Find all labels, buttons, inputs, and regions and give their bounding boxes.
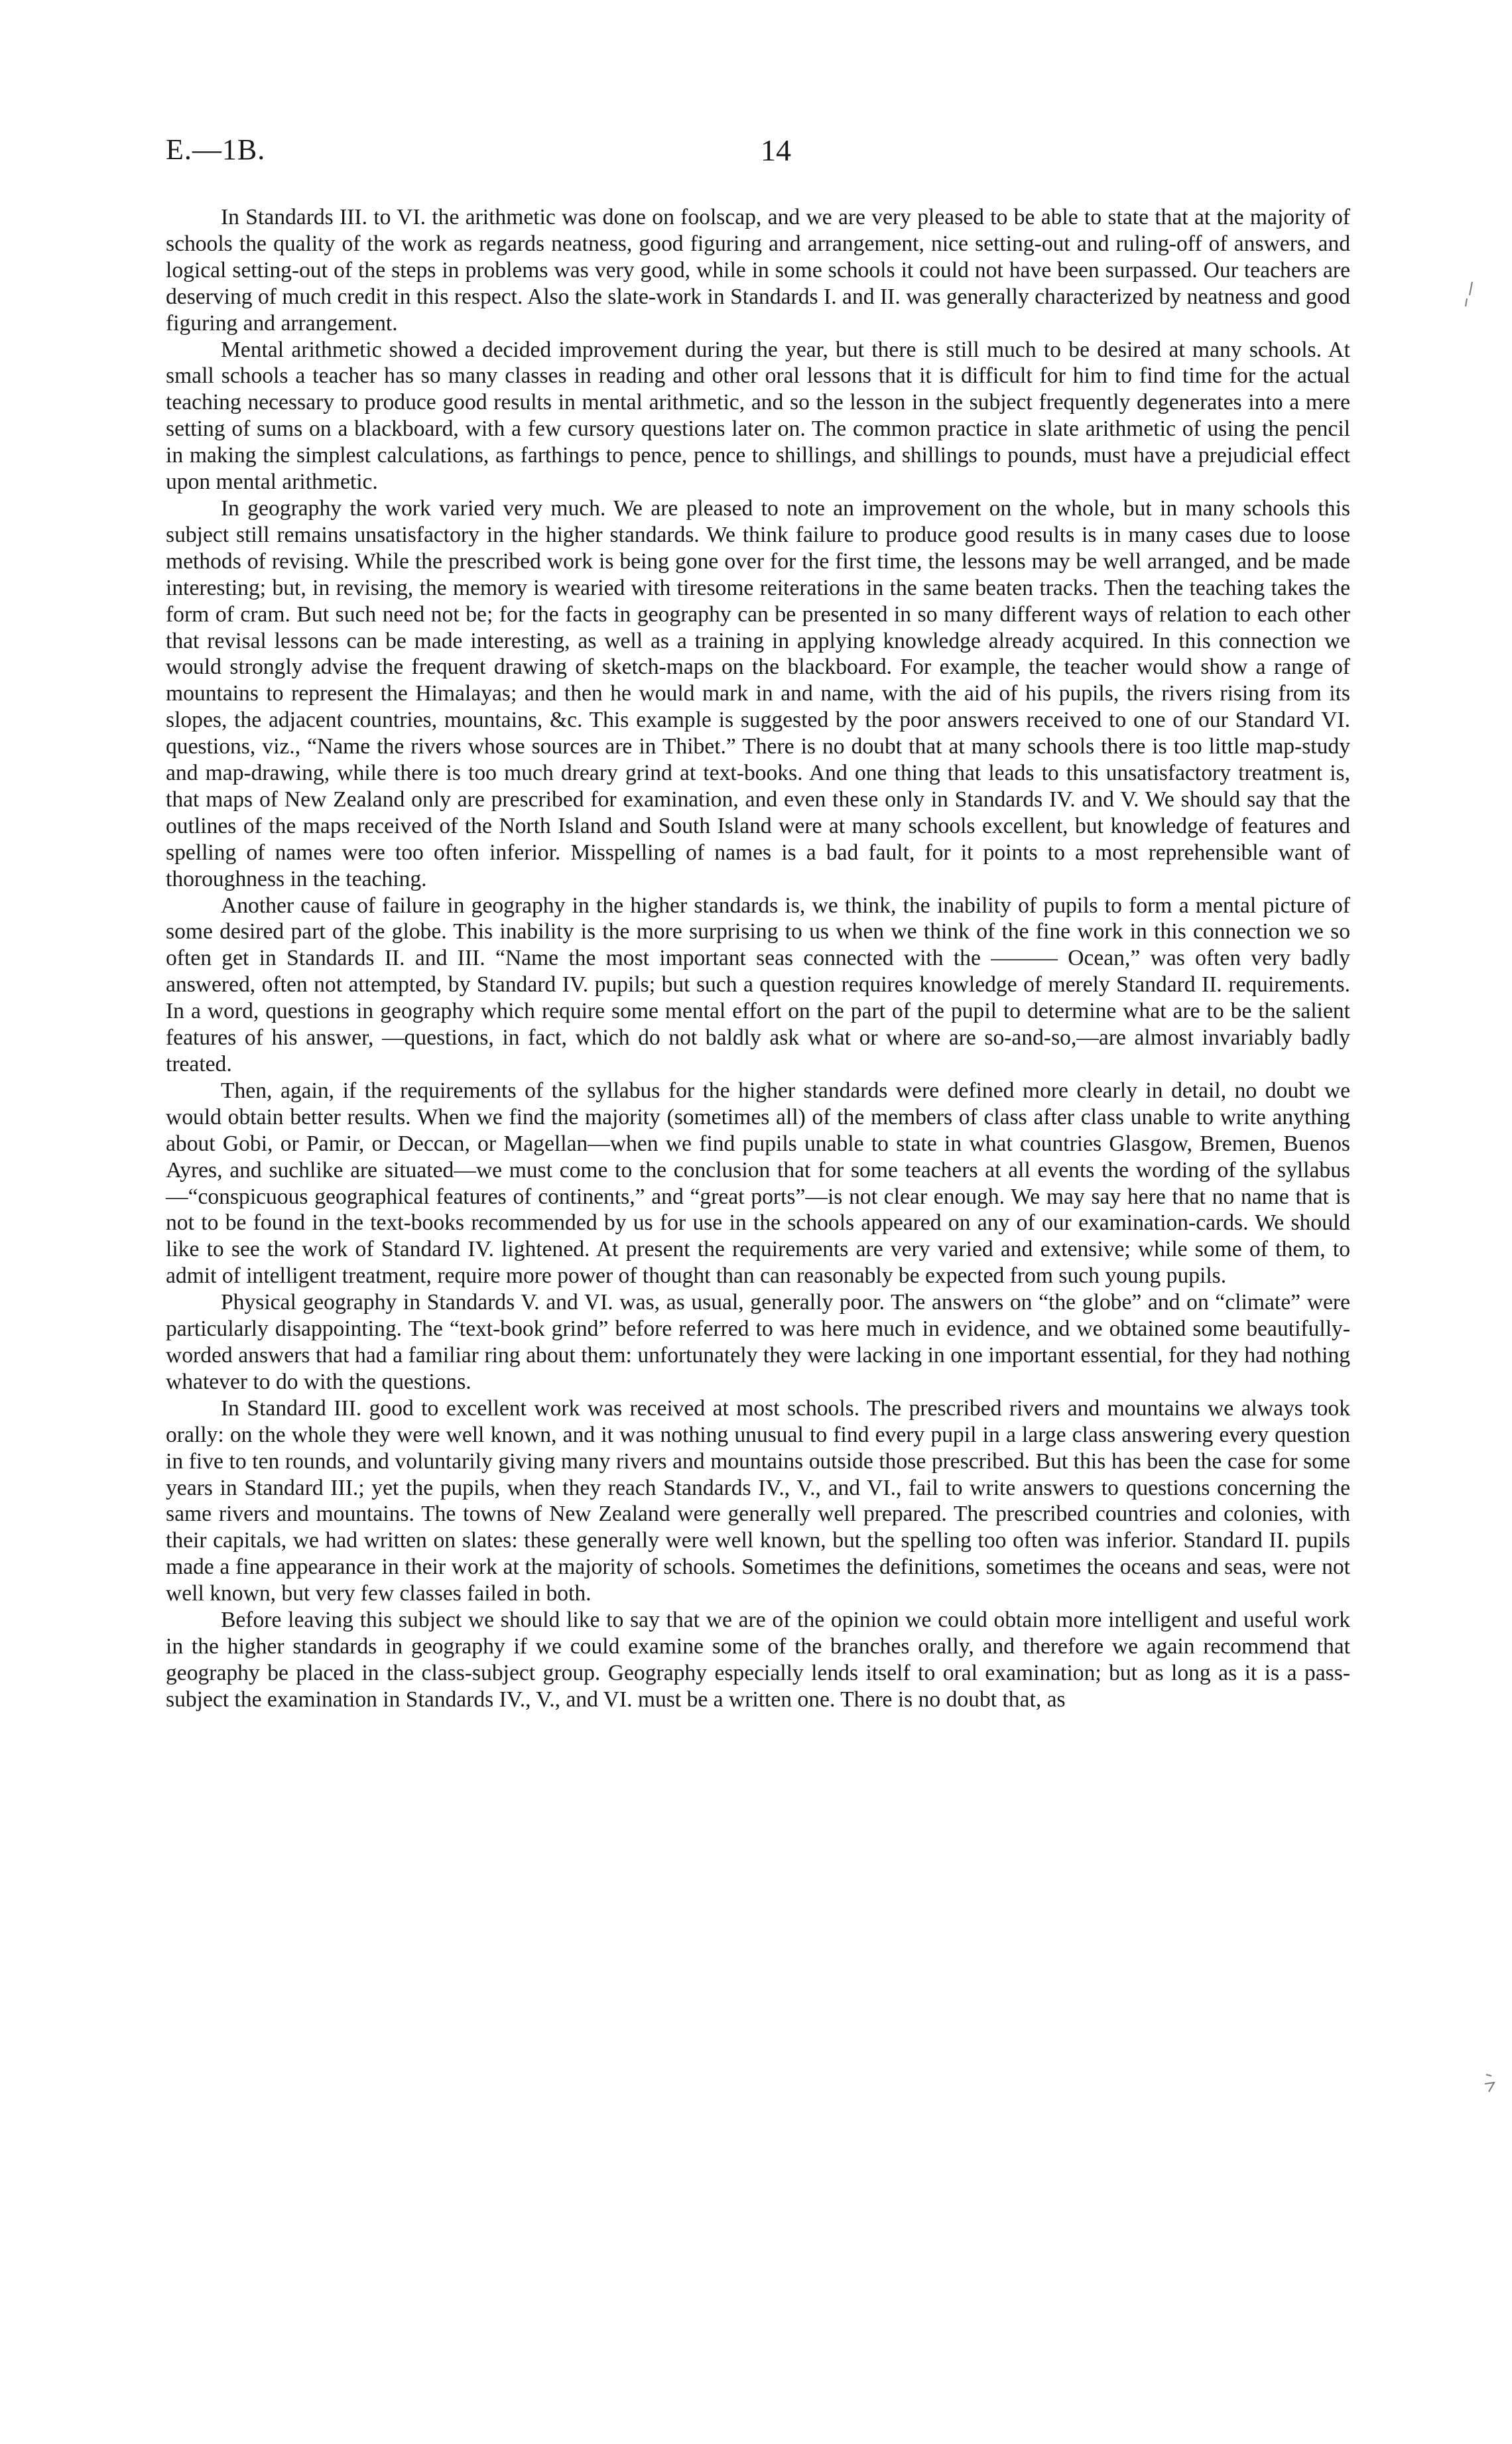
paragraph-physical-geography: Physical geography in Standards V. and VI. was, as usual, generally poor. The answers on “the globe” and on “climate” were particularly disappointing. The “text-book grind” before referred to was here much in evidence, and we obtained some beautifully-worded answers that had a familiar ring about them: unfortunately they were lacking in one important essential, for they had nothing whatever to do with the questions. xyxy=(166,1290,1350,1394)
paragraph-geography-revising: In geography the work varied very much. We are pleased to note an improvement on the whole, but in many schools this subject still remains unsatisfactory in the higher standards. We think failure to produce good results is in many cases due to loose methods of revising. While the prescribed work is being gone over for the first time, the lessons may be well arranged, and be made interesting; but, in revising, the memory is wearied with tiresome reiterations in the same beaten tracks. Then the teaching takes the form of cram. But such need not be; for the facts in geography can be presented in so many different ways of relation to each other that revisal lessons can be made interesting, as well as a training in applying knowledge already acquired. In this connection we would strongly advise the frequent drawing of sketch-maps on the blackboard. For example, the teacher would show a range of mountains to represent the Himalayas; and then he would mark in and name, with the aid of his pupils, the rivers rising from its slopes, the adjacent countries, mountains, &c. This example is suggested by the poor answers received to one of our Standard VI. questions, viz., “Name the rivers whose sources are in Thibet.” There is no doubt that at many schools there is too little map-study and map-drawing, while there is too much dreary grind at text-books. And one thing that leads to this unsatisfactory treatment is, that maps of New Zealand only are prescribed for examination, and even these only in Standards IV. and V. We should say that the outlines of the maps received of the North Island and South Island were at many schools excellent, but knowledge of features and spelling of names were too often inferior. Misspelling of names is a bad fault, for it points to a most reprehensible want of thoroughness in the teaching. xyxy=(166,495,1350,891)
paragraph-syllabus-requirements: Then, again, if the requirements of the syllabus for the higher standards were defined more clearly in detail, no doubt we would obtain better results. When we find the majority (sometimes all) of the members of class after class unable to write anything about Gobi, or Pamir, or Deccan, or Magellan—when we find pupils unable to state in what countries Glasgow, Bremen, Buenos Ayres, and suchlike are situated—we must come to the conclusion that for some teachers at all events the wording of the syllabus—“conspicuous geographical features of continents,” and “great ports”—is not clear enough. We may say here that no name that is not to be found in the text-books recommended by us for use in the schools appeared on any of our examination-cards. We should like to see the work of Standard IV. lightened. At present the requirements are very varied and extensive; while some of them, to admit of intelligent treatment, require more power of thought than can reasonably be expected from such young pupils. xyxy=(166,1078,1350,1289)
paragraph-arithmetic-foolscap: In Standards III. to VI. the arithmetic was done on foolscap, and we are very pleased to be able to state that at the majority of schools the quality of the work as regards neatness, good figuring and arrangement, nice setting-out and ruling-off of answers, and logical setting-out of the steps in problems was very good, while in some schools it could not have been surpassed. Our teachers are deserving of much credit in this respect. Also the slate-work in Standards I. and II. was generally characterized by neatness and good figuring and arrangement. xyxy=(166,205,1350,336)
paragraph-oral-examination: Before leaving this subject we should like to say that we are of the opinion we could obtain more intelligent and useful work in the higher standards in geography if we could examine some of the branches orally, and therefore we again recommend that geography be placed in the class-subject group. Geography especially lends itself to oral examination; but as long as it is a pass-subject the examination in Standards IV., V., and VI. must be a written one. There is no doubt that, as xyxy=(166,1608,1350,1712)
paragraph-standard-three: In Standard III. good to excellent work was received at most schools. The prescribed rivers and mountains we always took orally: on the whole they were well known, and it was nothing unusual to find every pupil in a large class answering every question in five to ten rounds, and voluntarily giving many rivers and mountains outside those prescribed. But this has been the case for some years in Standard III.; yet the pupils, when they reach Standards IV., V., and VI., fail to write answers to questions concerning the same rivers and mountains. The towns of New Zealand were generally well prepared. The prescribed countries and colonies, with their capitals, we had written on slates: these generally were well known, but the spelling too often was inferior. Standard II. pupils made a fine appearance in their work at the majority of schools. Sometimes the definitions, sometimes the oceans and seas, were not well known, but very few classes failed in both. xyxy=(166,1395,1350,1606)
page-number: 14 xyxy=(761,133,791,167)
document-reference: E.—1B. xyxy=(166,133,266,166)
body-text xyxy=(166,204,1350,1713)
page-header xyxy=(166,133,1346,179)
paragraph-geography-mental-picture: Another cause of failure in geography in the higher standards is, we think, the inability of pupils to form a mental picture of some desired part of the globe. This inability is the more surprising to us when we think of the fine work in this connection we so often get in Standards II. and III. “Name the most important seas connected with the ——— Ocean,” was often very badly answered, often not attempted, by Standard IV. pupils; but such a question requires knowledge of merely Standard II. requirements. In a word, questions in geography which require some mental effort on the part of the pupil to determine what are to be the salient features of his answer, —questions, in fact, which do not baldly ask what or where are so-and-so,—are almost invariably badly treated. xyxy=(166,893,1350,1076)
margin-speck-mark xyxy=(1459,279,1479,318)
margin-speck-mark-lower xyxy=(1482,2069,1502,2109)
paragraph-mental-arithmetic: Mental arithmetic showed a decided improvement during the year, but there is still much to be desired at many schools. At small schools a teacher has so many classes in reading and other oral lessons that it is difficult for him to find time for the actual teaching necessary to produce good results in mental arithmetic, and so the lesson in the subject frequently degenerates into a mere setting of sums on a blackboard, with a few cursory questions later on. The common practice in slate arithmetic of using the pencil in making the simplest calculations, as farthings to pence, pence to shillings, and shillings to pounds, must have a prejudicial effect upon mental arithmetic. xyxy=(166,337,1350,495)
